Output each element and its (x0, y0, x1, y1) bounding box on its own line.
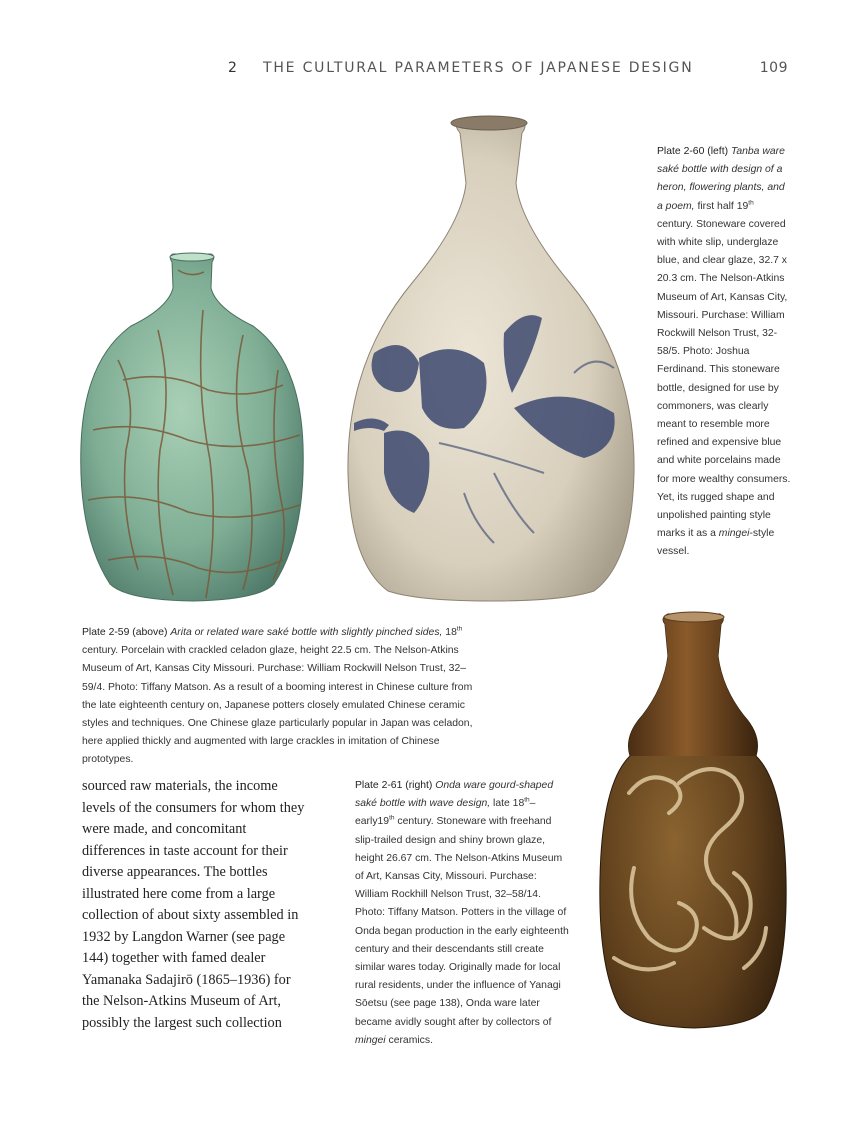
caption-italic-term: mingei (718, 528, 750, 540)
caption-date-b: –early19 (355, 798, 536, 828)
chapter-title: THE CULTURAL PARAMETERS OF JAPANESE DESIGN (263, 60, 694, 76)
caption-body: century. Stoneware with freehand slip-trailed design and shiny brown glaze, height 26.67 cm. The Nelson-Atkins Museum of Art, Kansas City, Missouri. Purchase: William Rockhill Nelson Trust, 32–58/14. Photo: Tiffany Matson. Potters in the village of Onda began production in the early eighteenth century and their descendants still create similar wares today. Originally made for local rural residents, under the influence of Yanagi Sōetsu (see page 138), Onda ware later became avidly sought after by collectors of (355, 816, 569, 1028)
caption-plate-2-61 (355, 777, 573, 1050)
caption-date: first half 19 (697, 200, 749, 212)
caption-tail: -style vessel. (657, 528, 775, 558)
caption-label: Plate 2-61 (right) (355, 780, 433, 791)
chapter-number: 2 (228, 60, 239, 76)
running-header (228, 60, 788, 80)
page-number: 109 (759, 60, 788, 76)
caption-title: Tanba ware saké bottle with design of a heron, flowering plants, and a poem, (657, 146, 785, 212)
caption-plate-2-60 (657, 143, 792, 562)
onda-wave-vase-photo (594, 608, 789, 1033)
caption-plate-2-59 (82, 624, 482, 770)
caption-date-sup: th (456, 625, 463, 633)
body-text: sourced raw materials, the income levels of the consumers for whom they were made, and concomitant differences in taste account for their diverse appearances. The bottles illustrated here come from a large collection of about sixty assembled in 1932 by Langdon Warner (see page 144) together with famed dealer Yamanaka Sadajirō (1865–1936) for the Nelson-Atkins Museum of Art, possibly the largest such collection (82, 778, 305, 1031)
caption-date-b-sup: th (389, 814, 395, 822)
caption-date-a: late 18 (493, 798, 525, 810)
tanba-heron-vase-photo (344, 113, 639, 603)
caption-body: century. Porcelain with crackled celadon glaze, height 22.5 cm. The Nelson-Atkins Museum of Art, Kansas City Missouri. Purchase: William Rockwill Nelson Trust, 32–59/4. Photo: Tiffany Matson. As a result of a booming interest in Chinese culture from the late eighteenth century on, Japanese potters closely emulated Chinese ceramic styles and techniques. One Chinese glaze particularly popular in Japan was celadon, here applied thickly and augmented with large crackles in imitation of Chinese prototypes. (82, 645, 473, 766)
caption-title: Onda ware gourd-shaped saké bottle with wave design, (355, 780, 554, 810)
caption-italic-term: mingei (355, 1034, 386, 1046)
caption-tail: ceramics. (388, 1034, 433, 1046)
caption-date: 18 (445, 627, 457, 638)
caption-body: century. Stoneware covered with white slip, underglaze blue, and clear glaze, 32.7 x 20.3 cm. The Nelson-Atkins Museum of Art, Kansas City, Missouri. Purchase: William Rockwill Nelson Trust, 32-58/5. Photo: Joshua Ferdinand. This stoneware bottle, designed for use by commoners, was clearly meant to resemble more refined and expensive blue and white porcelains made for more wealthy consumers. Yet, its rugged shape and unpolished painting style marks it as a (657, 218, 791, 540)
caption-label: Plate 2-60 (left) (657, 146, 729, 157)
celadon-vase-photo (78, 250, 308, 605)
caption-label: Plate 2-59 (above) (82, 627, 168, 638)
caption-date-sup: th (748, 199, 754, 207)
caption-date-a-sup: th (524, 796, 530, 804)
caption-title: Arita or related ware saké bottle with slightly pinched sides, (170, 627, 443, 638)
